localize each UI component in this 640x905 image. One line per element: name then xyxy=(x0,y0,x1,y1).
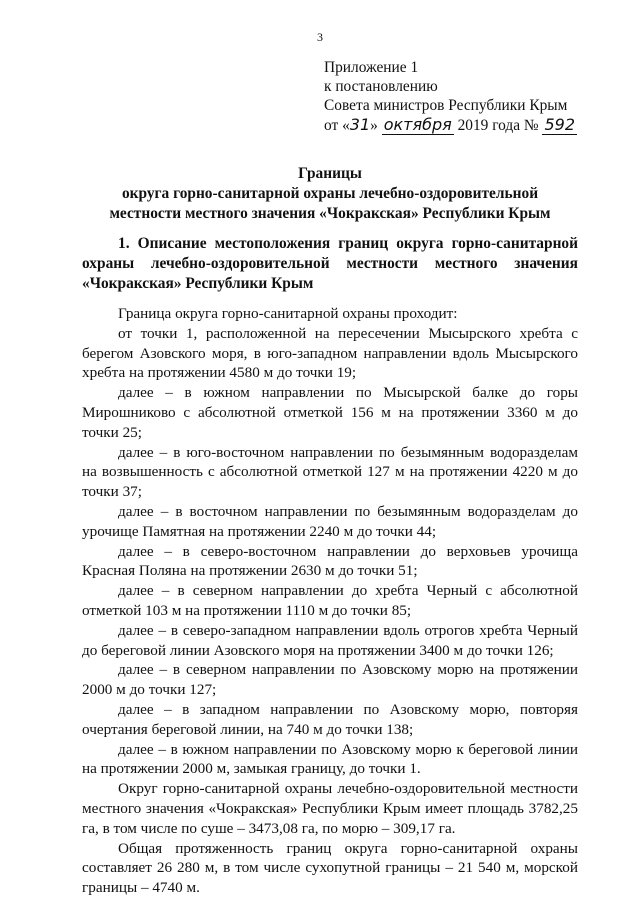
paragraph: далее – в юго-восточном направлении по безымянным водоразделам на возвышенность с абсолютной отметкой 127 м на протяжении 4220 м до точки 37; xyxy=(82,443,578,501)
paragraph: далее – в северо-западном направлении вдоль отрогов хребта Черный до береговой линии Азовского моря на протяжении 3400 м до точки 126; xyxy=(82,621,578,659)
section-1-heading xyxy=(82,234,578,294)
appendix-line-2: к постановлению xyxy=(324,78,438,95)
document-title xyxy=(80,164,580,224)
appendix-header xyxy=(324,58,577,135)
paragraph: Граница округа горно-санитарной охраны проходит: xyxy=(118,305,458,322)
handwritten-number: 592 xyxy=(544,115,576,134)
date-quote: » xyxy=(370,117,378,134)
paragraph: далее – в северо-восточном направлении до верховьев урочища Красная Поляна на протяжении 2630 м до точки 51; xyxy=(82,542,578,580)
paragraph: от точки 1, расположенной на пересечении Мысырского хребта с берегом Азовского моря, в юго-западном направлении вдоль Мысырского хребта на протяжении 4580 м до точки 19; xyxy=(82,324,578,382)
handwritten-month: октября xyxy=(383,115,452,134)
handwritten-day: 31 xyxy=(349,115,371,134)
appendix-date-line xyxy=(324,115,577,135)
paragraph: далее – в западном направлении по Азовскому морю, повторяя очертания береговой линии, на 740 м до точки 138; xyxy=(82,700,578,738)
paragraph: Округ горно-санитарной охраны лечебно-оздоровительной местности местного значения «Чокракская» Республики Крым имеет площадь 3782,25 га, в том числе по суше – 3473,08 га, по морю – 309,17 га. xyxy=(82,780,578,837)
page-number: 3 xyxy=(317,30,323,44)
title-line-3: местности местного значения «Чокракская» Республики Крым xyxy=(109,205,551,222)
date-year: 2019 года № xyxy=(457,117,539,134)
title-line-2: округа горно-санитарной охраны лечебно-оздоровительной xyxy=(121,185,539,202)
paragraph: Общая протяженность границ округа горно-санитарной охраны составляет 26 280 м, в том числе сухопутной границы – 21 540 м, морской границы – 4740 м. xyxy=(82,839,578,897)
paragraph: далее – в северном направлении по Азовскому морю на протяжении 2000 м до точки 127; xyxy=(82,661,578,699)
paragraph: далее – в восточном направлении по безымянным водоразделам до урочище Памятная на протяжении 2240 м до точки 44; xyxy=(82,502,578,540)
paragraph: далее – в северном направлении до хребта Черный с абсолютной отметкой 103 м на протяжении 1110 м до точки 85; xyxy=(82,582,578,619)
section-1-title: Описание местоположения границ округа горно-санитарной охраны лечебно-оздоровительной местности местного значения «Чокракская» Республики Крым xyxy=(82,235,578,292)
paragraph: далее – в южном направлении по Мысырской балке до горы Мирошниково с абсолютной отметкой 156 м на протяжении 3360 м до точки 25; xyxy=(82,384,578,441)
appendix-line-1: Приложение 1 xyxy=(324,59,419,76)
appendix-line-3: Совета министров Республики Крым xyxy=(324,97,568,114)
title-line-1: Границы xyxy=(298,165,362,182)
section-1-number: 1. xyxy=(118,235,130,252)
paragraph: далее – в южном направлении по Азовскому морю к береговой линии на протяжении 2000 м, замыкая границу, до точки 1. xyxy=(82,740,578,778)
date-prefix: от « xyxy=(324,117,350,134)
document-body xyxy=(82,304,578,898)
